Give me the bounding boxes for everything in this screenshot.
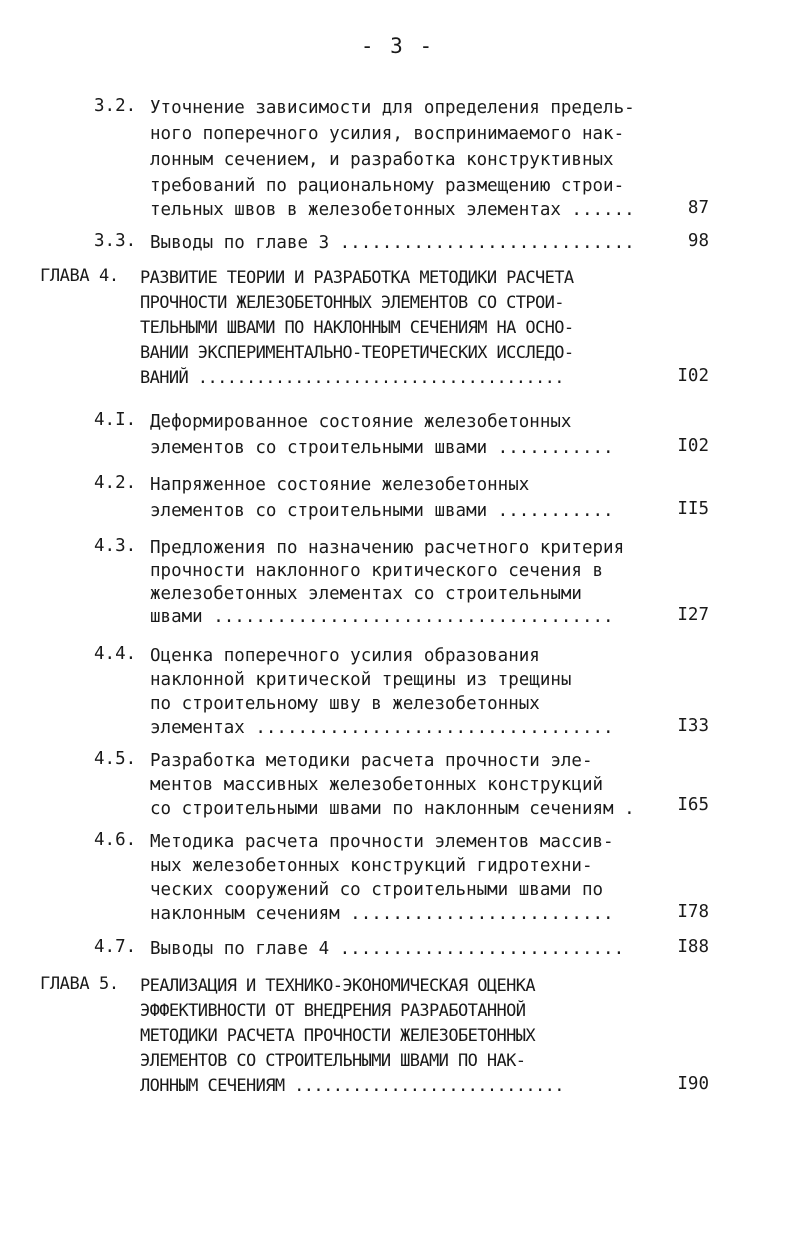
page-ref: I88 [677,937,709,957]
chapter-title-line: РЕАЛИЗАЦИЯ И ТЕХНИКО-ЭКОНОМИЧЕСКАЯ ОЦЕНКА [140,976,536,996]
entry-title-line: Выводы по главе 4 ........................... [150,939,625,959]
section-number: 4.3. [94,536,137,556]
entry-title-line: Разработка методики расчета прочности эле- [150,751,593,771]
chapter-title-line: ЭФФЕКТИВНОСТИ ОТ ВНЕДРЕНИЯ РАЗРАБОТАННОЙ [140,1001,526,1021]
entry-title-line: Напряженное состояние железобетонных [150,475,530,495]
chapter-number: ГЛАВА 5. [40,974,119,994]
page-number: - 3 - [360,34,435,58]
chapter-title-line: ТЕЛЬНЫМИ ШВАМИ ПО НАКЛОННЫМ СЕЧЕНИЯМ НА ОСНО- [140,318,574,338]
chapter-number: ГЛАВА 4. [40,266,119,286]
chapter-title-line: РАЗВИТИЕ ТЕОРИИ И РАЗРАБОТКА МЕТОДИКИ РАСЧЕТА [140,268,574,288]
entry-title-line: Оценка поперечного усилия образования [150,646,540,666]
entry-title-line: железобетонных элементах со строительными [150,584,582,604]
page-ref: I90 [677,1074,709,1094]
page-ref: I33 [677,716,709,736]
section-number: 3.3. [94,231,137,251]
entry-title-line: ного поперечного усилия, воспринимаемого нак- [150,124,625,144]
chapter-title-line: МЕТОДИКИ РАСЧЕТА ПРОЧНОСТИ ЖЕЛЕЗОБЕТОННЫХ [140,1026,536,1046]
section-number: 4.5. [94,749,137,769]
entry-title-line: Предложения по назначению расчетного критерия [150,538,625,558]
entry-title-line: элементов со строительными швами ........... [150,501,614,521]
page-ref: I78 [677,902,709,922]
entry-title-line: Деформированное состояние железобетонных [150,412,572,432]
chapter-title-line: ВАНИЙ ...................................... [140,368,564,388]
entry-title-line: элементах .................................. [150,718,614,738]
section-number: 4.2. [94,473,137,493]
entry-title-line: тельных швов в железобетонных элементах ...... [150,200,635,220]
section-number: 4.7. [94,937,137,957]
page-ref: 87 [687,198,709,218]
entry-title-line: ческих сооружений со строительными швами по [150,880,604,900]
chapter-title-line: ЛОННЫМ СЕЧЕНИЯМ ............................ [140,1076,564,1096]
entry-title-line: Выводы по главе 3 ............................ [150,233,635,253]
section-number: 4.4. [94,644,137,664]
page-ref: II5 [677,499,709,519]
entry-title-line: лонным сечением, и разработка конструктивных [150,150,614,170]
page-ref: I27 [677,605,709,625]
entry-title-line: Уточнение зависимости для определения предель- [150,98,635,118]
entry-title-line: ных железобетонных конструкций гидротехни- [150,856,593,876]
section-number: 4.I. [94,410,137,430]
entry-title-line: швами ...................................... [150,607,614,627]
chapter-title-line: ВАНИИ ЭКСПЕРИМЕНТАЛЬНО-ТЕОРЕТИЧЕСКИХ ИССЛЕДО- [140,343,574,363]
entry-title-line: наклонной критической трещины из трещины [150,670,572,690]
entry-title-line: ментов массивных железобетонных конструкций [150,775,604,795]
page-ref: I65 [677,795,709,815]
section-number: 3.2. [94,96,137,116]
entry-title-line: прочности наклонного критического сечения в [150,561,604,581]
entry-title-line: наклонным сечениям ......................... [150,904,614,924]
entry-title-line: Методика расчета прочности элементов массив- [150,832,614,852]
entry-title-line: по строительному шву в железобетонных [150,694,540,714]
page-ref: 98 [687,231,709,251]
entry-title-line: элементов со строительными швами ........... [150,438,614,458]
entry-title-line: требований по рациональному размещению строи- [150,176,625,196]
page-ref: I02 [677,436,709,456]
entry-title-line: со строительными швами по наклонным сечениям . [150,799,635,819]
chapter-title-line: ПРОЧНОСТИ ЖЕЛЕЗОБЕТОННЫХ ЭЛЕМЕНТОВ СО СТРОИ- [140,293,564,313]
page-ref: I02 [677,366,709,386]
chapter-title-line: ЭЛЕМЕНТОВ СО СТРОИТЕЛЬНЫМИ ШВАМИ ПО НАК- [140,1051,526,1071]
section-number: 4.6. [94,830,137,850]
